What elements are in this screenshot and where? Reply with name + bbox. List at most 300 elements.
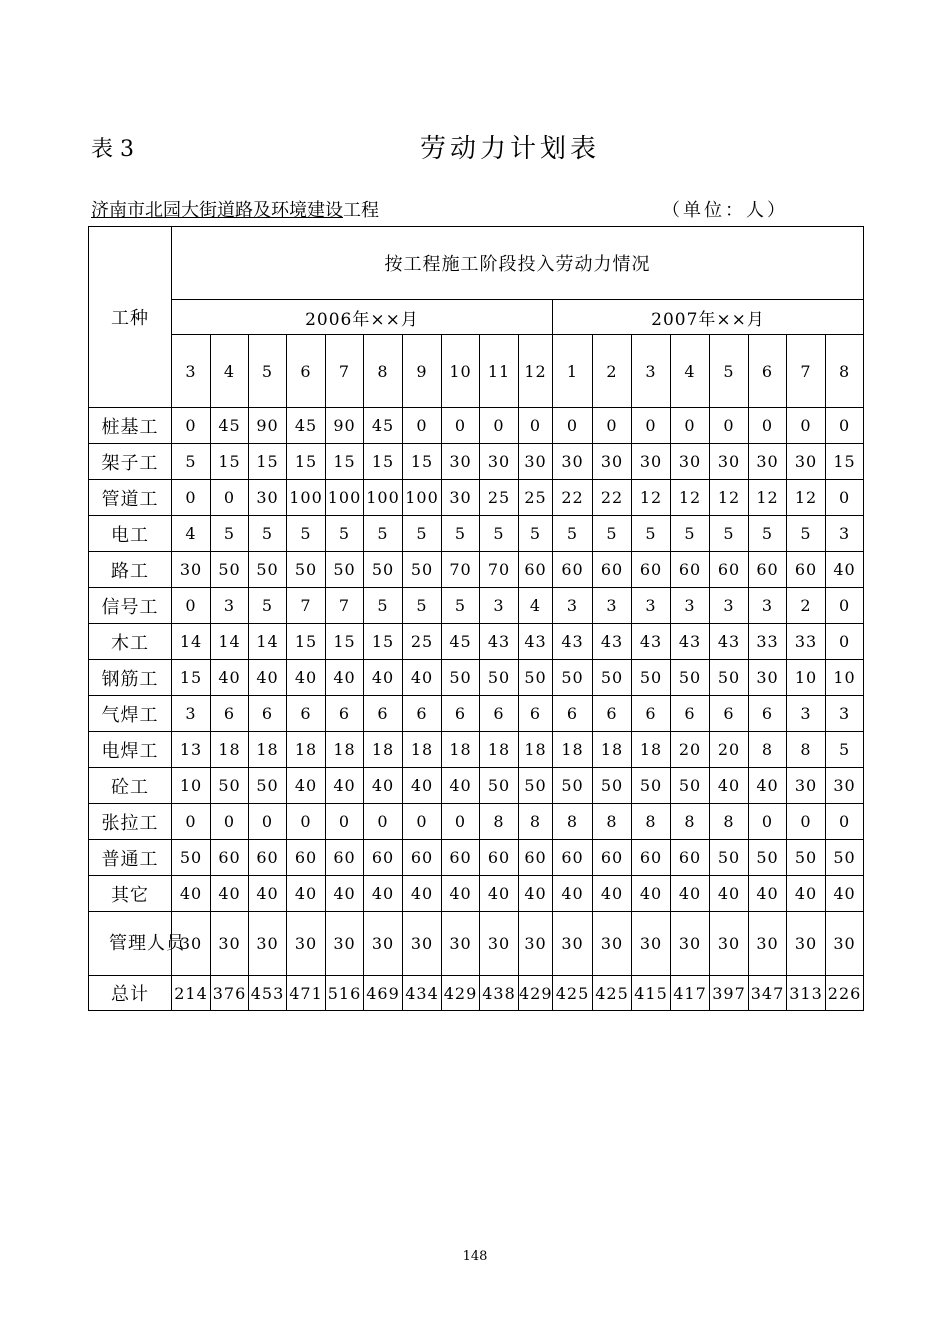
table-cell: 50 <box>671 768 710 804</box>
table-row <box>89 840 864 876</box>
table-cell: 60 <box>749 552 787 588</box>
table-cell: 5 <box>671 516 710 552</box>
month-header: 6 <box>287 335 326 408</box>
table-cell: 30 <box>749 660 787 696</box>
table-cell: 30 <box>480 912 519 976</box>
table-row <box>89 768 864 804</box>
table-cell: 40 <box>442 876 480 912</box>
table-cell: 15 <box>287 624 326 660</box>
table-cell: 60 <box>287 840 326 876</box>
table-cell: 516 <box>326 976 364 1011</box>
table-cell: 8 <box>749 732 787 768</box>
month-header: 5 <box>249 335 287 408</box>
table-cell: 397 <box>710 976 749 1011</box>
table-cell: 33 <box>787 624 826 660</box>
table-cell: 18 <box>211 732 249 768</box>
table-cell: 5 <box>519 516 553 552</box>
table-cell: 6 <box>326 696 364 732</box>
table-cell: 43 <box>553 624 593 660</box>
table-cell: 8 <box>593 804 632 840</box>
month-header: 6 <box>749 335 787 408</box>
table-cell: 0 <box>826 480 864 516</box>
table-cell: 40 <box>553 876 593 912</box>
table-cell: 40 <box>287 660 326 696</box>
table-cell: 50 <box>787 840 826 876</box>
table-cell: 313 <box>787 976 826 1011</box>
table-cell: 40 <box>480 876 519 912</box>
labor-plan-table <box>88 226 864 1011</box>
table-cell: 30 <box>326 912 364 976</box>
table-cell: 43 <box>519 624 553 660</box>
table-cell: 6 <box>364 696 403 732</box>
table-cell: 60 <box>326 840 364 876</box>
table-cell: 18 <box>553 732 593 768</box>
table-cell: 50 <box>519 660 553 696</box>
table-cell: 3 <box>211 588 249 624</box>
month-header: 1 <box>553 335 593 408</box>
table-cell: 3 <box>826 516 864 552</box>
table-cell: 0 <box>403 804 442 840</box>
table-cell: 429 <box>519 976 553 1011</box>
table-cell: 453 <box>249 976 287 1011</box>
table-cell: 12 <box>632 480 671 516</box>
table-cell: 30 <box>249 912 287 976</box>
table-cell: 50 <box>671 660 710 696</box>
table-cell: 25 <box>403 624 442 660</box>
table-cell: 0 <box>172 480 211 516</box>
table-cell: 0 <box>480 408 519 444</box>
trade-name: 桩基工 <box>89 408 172 444</box>
table-cell: 40 <box>826 876 864 912</box>
table-cell: 60 <box>593 552 632 588</box>
table-cell: 6 <box>403 696 442 732</box>
trade-name: 气焊工 <box>89 696 172 732</box>
table-cell: 45 <box>364 408 403 444</box>
table-cell: 12 <box>710 480 749 516</box>
table-cell: 40 <box>403 660 442 696</box>
month-header: 11 <box>480 335 519 408</box>
table-cell: 429 <box>442 976 480 1011</box>
table-cell: 12 <box>787 480 826 516</box>
table-cell: 8 <box>519 804 553 840</box>
trade-name: 砼工 <box>89 768 172 804</box>
table-cell: 14 <box>172 624 211 660</box>
table-cell: 0 <box>403 408 442 444</box>
table-cell: 0 <box>553 408 593 444</box>
table-cell: 40 <box>364 876 403 912</box>
table-cell: 0 <box>211 480 249 516</box>
trade-name: 钢筋工 <box>89 660 172 696</box>
year-2007-header: 2007年××月 <box>553 300 864 335</box>
table-cell: 60 <box>593 840 632 876</box>
trade-name: 木工 <box>89 624 172 660</box>
trade-name: 管道工 <box>89 480 172 516</box>
table-cell: 0 <box>211 804 249 840</box>
table-cell: 30 <box>593 912 632 976</box>
project-name-underlined: 济南市北园大街道路及环境建设 <box>91 200 343 221</box>
table-cell: 40 <box>326 660 364 696</box>
table-cell: 30 <box>172 552 211 588</box>
table-cell: 6 <box>671 696 710 732</box>
month-header: 3 <box>172 335 211 408</box>
table-row <box>89 444 864 480</box>
table-row <box>89 912 864 976</box>
table-cell: 15 <box>287 444 326 480</box>
month-header: 7 <box>326 335 364 408</box>
table-cell: 50 <box>211 768 249 804</box>
trade-name: 其它 <box>89 876 172 912</box>
table-cell: 5 <box>632 516 671 552</box>
table-cell: 417 <box>671 976 710 1011</box>
table-cell: 0 <box>710 408 749 444</box>
table-cell: 0 <box>749 408 787 444</box>
month-header: 5 <box>710 335 749 408</box>
table-cell: 30 <box>632 912 671 976</box>
table-cell: 30 <box>553 912 593 976</box>
table-cell: 0 <box>749 804 787 840</box>
table-cell: 15 <box>364 624 403 660</box>
month-header: 8 <box>364 335 403 408</box>
table-cell: 30 <box>480 444 519 480</box>
table-cell: 40 <box>172 876 211 912</box>
table-row <box>89 976 864 1011</box>
table-cell: 40 <box>671 876 710 912</box>
table-cell: 60 <box>710 552 749 588</box>
table-cell: 90 <box>249 408 287 444</box>
header-row-group <box>89 227 864 300</box>
table-cell: 8 <box>632 804 671 840</box>
table-cell: 30 <box>403 912 442 976</box>
table-cell: 60 <box>403 840 442 876</box>
table-cell: 40 <box>826 552 864 588</box>
table-cell: 50 <box>249 552 287 588</box>
table-cell: 18 <box>632 732 671 768</box>
table-cell: 12 <box>671 480 710 516</box>
table-cell: 43 <box>593 624 632 660</box>
table-cell: 60 <box>249 840 287 876</box>
month-header: 3 <box>632 335 671 408</box>
table-cell: 60 <box>553 552 593 588</box>
table-cell: 20 <box>671 732 710 768</box>
table-cell: 3 <box>480 588 519 624</box>
table-cell: 30 <box>249 480 287 516</box>
table-cell: 30 <box>553 444 593 480</box>
table-cell: 50 <box>480 660 519 696</box>
table-cell: 60 <box>364 840 403 876</box>
table-cell: 0 <box>442 408 480 444</box>
table-cell: 18 <box>326 732 364 768</box>
table-row <box>89 624 864 660</box>
header-row-years <box>89 300 864 335</box>
table-cell: 70 <box>480 552 519 588</box>
table-cell: 30 <box>593 444 632 480</box>
table-cell: 15 <box>326 444 364 480</box>
table-row <box>89 480 864 516</box>
unit-label: （单位：人） <box>662 200 788 221</box>
table-cell: 0 <box>287 804 326 840</box>
month-header: 7 <box>787 335 826 408</box>
year-2006-header: 2006年××月 <box>172 300 553 335</box>
table-cell: 434 <box>403 976 442 1011</box>
table-cell: 469 <box>364 976 403 1011</box>
table-cell: 14 <box>249 624 287 660</box>
table-cell: 3 <box>671 588 710 624</box>
table-cell: 5 <box>442 516 480 552</box>
table-cell: 7 <box>326 588 364 624</box>
table-cell: 40 <box>710 876 749 912</box>
table-cell: 3 <box>787 696 826 732</box>
page-number: 148 <box>462 1249 488 1264</box>
trade-name: 路工 <box>89 552 172 588</box>
table-cell: 50 <box>364 552 403 588</box>
table-cell: 18 <box>287 732 326 768</box>
table-cell: 4 <box>519 588 553 624</box>
table-cell: 0 <box>826 408 864 444</box>
table-cell: 25 <box>480 480 519 516</box>
table-cell: 70 <box>442 552 480 588</box>
table-cell: 50 <box>326 552 364 588</box>
table-cell: 0 <box>826 804 864 840</box>
table-cell: 60 <box>671 840 710 876</box>
table-cell: 30 <box>442 480 480 516</box>
table-cell: 15 <box>211 444 249 480</box>
table-cell: 18 <box>480 732 519 768</box>
table-cell: 30 <box>749 912 787 976</box>
trade-name: 张拉工 <box>89 804 172 840</box>
table-cell: 50 <box>403 552 442 588</box>
table-cell: 0 <box>364 804 403 840</box>
table-cell: 90 <box>326 408 364 444</box>
table-cell: 30 <box>749 444 787 480</box>
table-cell: 30 <box>787 444 826 480</box>
table-cell: 60 <box>211 840 249 876</box>
table-cell: 50 <box>211 552 249 588</box>
table-cell: 0 <box>787 804 826 840</box>
table-cell: 6 <box>480 696 519 732</box>
table-cell: 0 <box>593 408 632 444</box>
table-cell: 60 <box>787 552 826 588</box>
table-cell: 6 <box>249 696 287 732</box>
table-cell: 6 <box>211 696 249 732</box>
table-cell: 30 <box>710 912 749 976</box>
table-cell: 50 <box>442 660 480 696</box>
table-cell: 40 <box>403 876 442 912</box>
table-cell: 5 <box>826 732 864 768</box>
month-header: 2 <box>593 335 632 408</box>
table-row <box>89 732 864 768</box>
table-cell: 0 <box>826 588 864 624</box>
table-label: 表 3 <box>91 137 134 162</box>
table-cell: 40 <box>364 660 403 696</box>
table-cell: 60 <box>442 840 480 876</box>
table-cell: 30 <box>442 444 480 480</box>
table-cell: 43 <box>710 624 749 660</box>
table-cell: 30 <box>787 912 826 976</box>
table-cell: 0 <box>249 804 287 840</box>
trade-name: 电焊工 <box>89 732 172 768</box>
page-title: 劳动力计划表 <box>419 134 600 164</box>
table-cell: 22 <box>553 480 593 516</box>
table-cell: 30 <box>632 444 671 480</box>
table-cell: 5 <box>787 516 826 552</box>
table-cell: 43 <box>480 624 519 660</box>
table-cell: 0 <box>172 804 211 840</box>
table-cell: 40 <box>249 876 287 912</box>
table-cell: 60 <box>553 840 593 876</box>
table-cell: 5 <box>553 516 593 552</box>
table-row <box>89 804 864 840</box>
trade-column-header: 工种 <box>89 227 172 408</box>
table-row <box>89 876 864 912</box>
table-cell: 40 <box>211 660 249 696</box>
table-cell: 5 <box>593 516 632 552</box>
table-cell: 3 <box>632 588 671 624</box>
trade-name: 管理人员 <box>89 912 172 976</box>
table-cell: 10 <box>787 660 826 696</box>
table-cell: 438 <box>480 976 519 1011</box>
table-cell: 60 <box>671 552 710 588</box>
table-cell: 8 <box>480 804 519 840</box>
table-cell: 45 <box>287 408 326 444</box>
table-cell: 40 <box>442 768 480 804</box>
table-cell: 18 <box>403 732 442 768</box>
table-cell: 8 <box>671 804 710 840</box>
table-cell: 5 <box>710 516 749 552</box>
table-cell: 50 <box>710 840 749 876</box>
table-cell: 226 <box>826 976 864 1011</box>
table-cell: 18 <box>593 732 632 768</box>
trade-name: 架子工 <box>89 444 172 480</box>
table-cell: 0 <box>442 804 480 840</box>
table-cell: 40 <box>326 768 364 804</box>
labor-group-header: 按工程施工阶段投入劳动力情况 <box>172 227 864 300</box>
table-cell: 30 <box>287 912 326 976</box>
project-name <box>91 196 379 222</box>
table-row <box>89 552 864 588</box>
table-cell: 60 <box>519 840 553 876</box>
table-cell: 2 <box>787 588 826 624</box>
table-cell: 214 <box>172 976 211 1011</box>
table-cell: 5 <box>403 516 442 552</box>
table-cell: 10 <box>826 660 864 696</box>
table-cell: 5 <box>364 588 403 624</box>
table-cell: 60 <box>632 552 671 588</box>
table-cell: 3 <box>710 588 749 624</box>
table-cell: 30 <box>519 912 553 976</box>
table-cell: 50 <box>593 660 632 696</box>
table-cell: 4 <box>172 516 211 552</box>
table-cell: 100 <box>364 480 403 516</box>
project-name-suffix: 工程 <box>343 200 379 221</box>
table-cell: 50 <box>519 768 553 804</box>
table-cell: 30 <box>671 912 710 976</box>
table-cell: 3 <box>593 588 632 624</box>
month-header: 9 <box>403 335 442 408</box>
month-header: 12 <box>519 335 553 408</box>
table-cell: 30 <box>519 444 553 480</box>
table-cell: 40 <box>249 660 287 696</box>
trade-name: 普通工 <box>89 840 172 876</box>
table-cell: 6 <box>632 696 671 732</box>
table-cell: 30 <box>442 912 480 976</box>
table-cell: 347 <box>749 976 787 1011</box>
table-cell: 40 <box>749 768 787 804</box>
table-row <box>89 408 864 444</box>
table-cell: 3 <box>172 696 211 732</box>
table-cell: 100 <box>403 480 442 516</box>
table-cell: 25 <box>519 480 553 516</box>
table-cell: 8 <box>710 804 749 840</box>
table-cell: 50 <box>249 768 287 804</box>
table-cell: 5 <box>403 588 442 624</box>
table-cell: 50 <box>826 840 864 876</box>
table-cell: 13 <box>172 732 211 768</box>
table-cell: 45 <box>442 624 480 660</box>
table-cell: 18 <box>249 732 287 768</box>
table-cell: 40 <box>710 768 749 804</box>
table-cell: 30 <box>671 444 710 480</box>
table-cell: 50 <box>553 768 593 804</box>
table-cell: 3 <box>826 696 864 732</box>
table-cell: 6 <box>593 696 632 732</box>
table-cell: 0 <box>172 408 211 444</box>
table-cell: 0 <box>671 408 710 444</box>
table-cell: 8 <box>787 732 826 768</box>
table-cell: 376 <box>211 976 249 1011</box>
table-cell: 60 <box>632 840 671 876</box>
table-cell: 30 <box>826 912 864 976</box>
table-cell: 40 <box>326 876 364 912</box>
table-cell: 18 <box>364 732 403 768</box>
table-cell: 5 <box>442 588 480 624</box>
table-cell: 30 <box>364 912 403 976</box>
trade-name: 信号工 <box>89 588 172 624</box>
table-cell: 50 <box>172 840 211 876</box>
table-cell: 30 <box>211 912 249 976</box>
table-cell: 5 <box>326 516 364 552</box>
table-cell: 30 <box>826 768 864 804</box>
table-cell: 0 <box>326 804 364 840</box>
table-cell: 425 <box>553 976 593 1011</box>
table-cell: 15 <box>826 444 864 480</box>
table-cell: 15 <box>403 444 442 480</box>
table-cell: 0 <box>172 588 211 624</box>
table-cell: 5 <box>172 444 211 480</box>
table-cell: 60 <box>519 552 553 588</box>
month-header: 8 <box>826 335 864 408</box>
table-cell: 30 <box>710 444 749 480</box>
table-cell: 3 <box>749 588 787 624</box>
table-cell: 15 <box>249 444 287 480</box>
table-cell: 3 <box>553 588 593 624</box>
table-cell: 6 <box>442 696 480 732</box>
table-cell: 6 <box>710 696 749 732</box>
table-cell: 0 <box>787 408 826 444</box>
table-cell: 43 <box>671 624 710 660</box>
table-cell: 7 <box>287 588 326 624</box>
table-cell: 0 <box>519 408 553 444</box>
table-cell: 5 <box>249 516 287 552</box>
table-cell: 5 <box>749 516 787 552</box>
table-cell: 40 <box>287 768 326 804</box>
trade-name: 电工 <box>89 516 172 552</box>
table-cell: 0 <box>826 624 864 660</box>
month-header: 4 <box>671 335 710 408</box>
table-row <box>89 696 864 732</box>
table-cell: 14 <box>211 624 249 660</box>
table-cell: 100 <box>287 480 326 516</box>
table-cell: 40 <box>787 876 826 912</box>
